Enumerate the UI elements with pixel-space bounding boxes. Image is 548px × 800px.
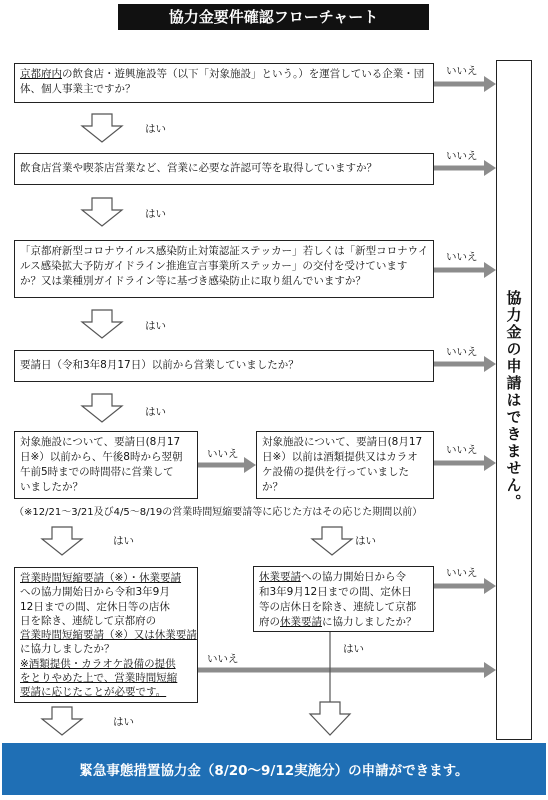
q7-line-1: 営業時間短縮要請（※）・休業要請: [20, 572, 182, 584]
yes-label-1: はい: [145, 123, 166, 135]
q7-line-7: ※酒類提供・カラオケ設備の提供: [20, 657, 176, 670]
yes-label-7: はい: [343, 643, 364, 655]
no-label-5: いいえ: [446, 444, 478, 456]
q6-line-4: か？: [262, 481, 283, 493]
q1-line-1: 京都府内の飲食店・遊興施設等（以下「対象施設」という。）を運営している企業・団: [20, 68, 425, 80]
q4-text: 要請日（令和3年8月17日）以前から営業していましたか？: [20, 359, 299, 371]
q6-line-3: ケ設備の提供を行っていました: [262, 466, 409, 478]
question-3-box: [14, 240, 434, 298]
q5-line-2: 日※）以前から、午後8時から翌朝: [20, 451, 183, 463]
q3-line-2: ルス感染拡大予防ガイドライン推進宣言事業所ステッカー」の交付を受けています: [20, 260, 408, 272]
q7-line-6: に協力しましたか？: [20, 643, 115, 656]
q3-line-3: か？又は業種別ガイドライン等に基づき感染防止に取り組んでいますか？: [20, 275, 366, 287]
not-eligible-box: [496, 60, 532, 740]
q7-line-9: 要請に応じたことが必要です。: [20, 686, 167, 699]
yes-label-3: はい: [145, 320, 166, 332]
q2-text: 飲食店営業や喫茶店営業など、営業に必要な許認可等を取得していますか？: [20, 162, 377, 174]
q8-line-2: 和3年9月12日までの間、定休日: [259, 586, 412, 598]
no-label-4: いいえ: [446, 346, 478, 358]
question-2-box: [14, 153, 434, 185]
yes-label-6: はい: [355, 535, 376, 547]
q6-line-2: 日※）以前は酒類提供又はカラオ: [262, 451, 418, 463]
question-1-box: [14, 63, 434, 103]
no-label-6: いいえ: [446, 567, 478, 579]
no-label-3: いいえ: [446, 251, 478, 263]
question-7-box: [14, 567, 198, 703]
period-note: （※12/21～3/21及び4/5～8/19の営業時間短縮要請等に応じた方はその応じた期間以前）: [14, 507, 423, 518]
question-5-box: [14, 431, 198, 499]
q5-line-1: 対象施設について、要請日(8月17: [20, 436, 181, 448]
q6-line-1: 対象施設について、要請日(8月17: [262, 436, 423, 448]
yes-label-2: はい: [145, 208, 166, 220]
q3-line-1: 「京都府新型コロナウイルス感染防止対策認証ステッカー」若しくは「新型コロナウイ: [20, 245, 429, 257]
question-4-box: [14, 350, 434, 382]
not-eligible-text: 協力金の申請はできません。: [504, 289, 523, 511]
no-label-2: いいえ: [446, 150, 478, 162]
no-label-1: いいえ: [446, 65, 478, 77]
q7-line-2: への協力開始日から令和3年9月: [20, 586, 170, 599]
q7-line-8: をとりやめた上で、営業時間短縮: [20, 672, 178, 685]
page-title: 協力金要件確認フローチャート: [118, 4, 429, 30]
q1-line-2: 体、個人事業主ですか？: [20, 83, 136, 95]
question-8-box: [253, 566, 434, 632]
q7-line-5: 営業時間短縮要請（※）又は休業要請: [20, 629, 197, 642]
q7-line-3: 12日までの間、定休日等の店休: [20, 600, 170, 613]
q7-line-4: 日を除き、連続して京都府の: [20, 614, 157, 627]
no-label-7: いいえ: [207, 448, 239, 460]
q5-line-3: 午前5時までの時間帯に営業して: [20, 466, 174, 478]
eligible-banner: [2, 743, 546, 795]
question-6-box: [256, 431, 434, 499]
no-label-8: いいえ: [207, 653, 239, 665]
q8-line-3: 等の店休日を除き、連続して京都: [259, 601, 417, 613]
q5-line-4: いましたか？: [20, 481, 83, 493]
q8-line-4: 府の休業要請に協力しましたか？: [259, 616, 417, 628]
yes-label-4: はい: [145, 406, 166, 418]
q8-line-1: 休業要請への協力開始日から令: [259, 571, 406, 583]
eligible-text: 緊急事態措置協力金（8/20～9/12実施分）の申請ができます。: [79, 763, 469, 779]
yes-label-8: はい: [113, 716, 134, 728]
yes-label-5: はい: [113, 535, 134, 547]
